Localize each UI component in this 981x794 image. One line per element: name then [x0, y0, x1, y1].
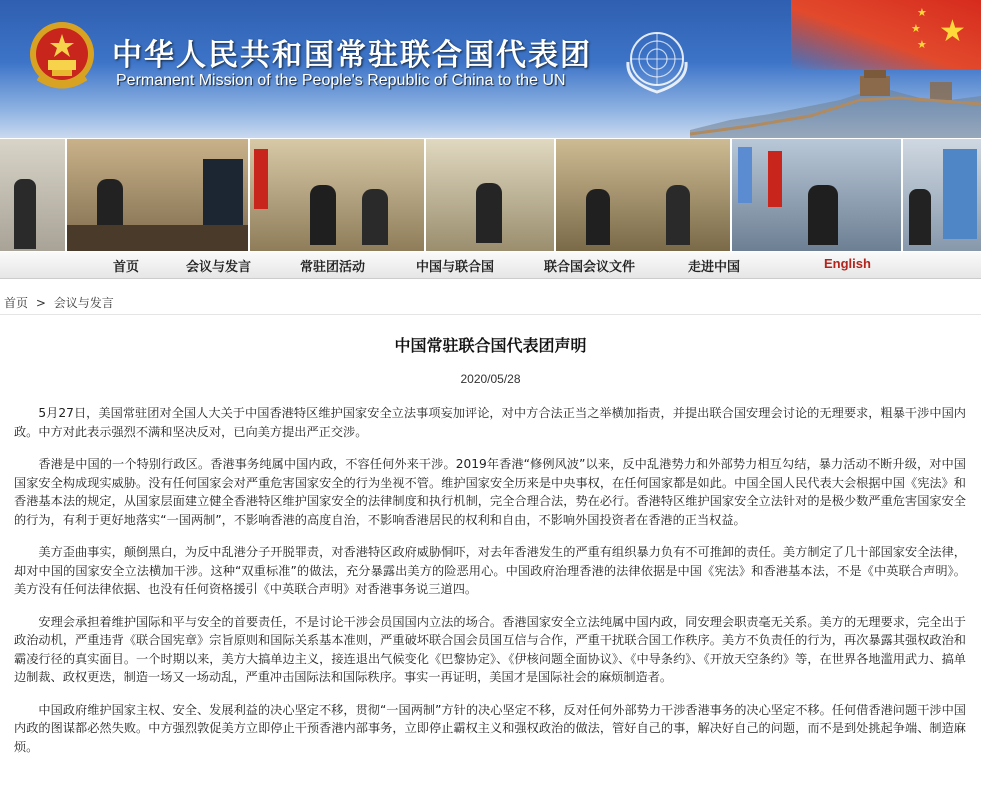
great-wall-illustration	[690, 70, 981, 138]
article-title: 中国常驻联合国代表团声明	[394, 336, 587, 355]
photo-meeting	[0, 139, 65, 251]
photo-strip	[0, 139, 981, 251]
article-paragraph: 中国政府维护国家主权、安全、发展利益的决心坚定不移，贯彻“一国两制”方针的决心坚定不移，反对任何外部势力干涉香港事务的决心坚定不移。任何借香港问题干涉中国内政的图谋都必然失败。中方强烈敦促美方立即停止干预香港内部事务，立即停止霸权主义和强权政治的做法，管好自己的事，解决好自己的问题，而不是到处挑起争端、制造麻烦。	[14, 702, 966, 754]
un-logo-icon	[620, 22, 694, 96]
nav-english[interactable]: English	[824, 256, 871, 271]
site-title-cn: 中华人民共和国常驻联合国代表团	[112, 38, 592, 73]
breadcrumb-current[interactable]: 会议与发言	[53, 296, 114, 310]
article-paragraph: 香港是中国的一个特别行政区。香港事务纯属中国内政，不容任何外来干涉。2019年香港“修例风波”以来，反中乱港势力和外部势力相互勾结，暴力活动不断升级，对中国国家安全构成现实威胁。没有任何国家会对严重危害国家安全的行为坐视不管。维护国家安全历来是中央事权，在任何国家都是如此。中国全国人民代表大会根据中国《宪法》和香港基本法的规定，从国家层面建立健全香港特区维护国家安全的法律制度和执行机制，完全合理合法，势在必行。香港特区维护国家安全立法针对的是极少数严重危害国家安全的行为，有利于更好地落实“一国两制”，不影响香港的高度自治，不影响香港居民的权利和自由，不影响外国投资者在香港的正当权益。	[14, 457, 966, 527]
photo-council-chamber	[732, 139, 901, 251]
main-nav	[0, 252, 981, 279]
breadcrumb-separator: >	[35, 296, 46, 310]
breadcrumb-home[interactable]: 首页	[4, 296, 29, 310]
article-body	[14, 404, 966, 770]
nav-meetings-speeches[interactable]: 会议与发言	[186, 260, 252, 275]
nav-un-documents[interactable]: 联合国会议文件	[544, 260, 636, 275]
site-title-en: Permanent Mission of the People's Republic of China to the UN	[116, 72, 566, 89]
flag-star-icon: ★	[911, 22, 921, 35]
article-paragraph: 安理会承担着维护国际和平与安全的首要责任，不是讨论干涉会员国国内立法的场合。香港国家安全立法纯属中国内政，同安理会职责毫无关系。美方的无理要求，完全出于政治动机，严重违背《联合国宪章》宗旨原则和国际关系基本准则，严重破坏联合国会员国互信与合作，严重干扰联合国工作秩序。美方不负责任的行为，再次暴露其强权政治和霸凌行径的真实面目。一个时期以来，美方大搞单边主义，接连退出气候变化《巴黎协定》、《伊核问题全面协议》、《中导条约》、《开放天空条约》等，在世界各地滥用武力、搞单边制裁、政权更迭，制造一场又一场动乱，严重冲击国际法和国际秩序。事实一再证明，美国才是国际社会的麻烦制造者。	[14, 614, 966, 684]
flag-decoration	[791, 0, 981, 70]
flag-star-icon: ★	[917, 38, 927, 51]
flag-star-icon: ★	[939, 14, 966, 49]
photo-briefing	[426, 139, 553, 251]
nav-china-and-un[interactable]: 中国与联合国	[416, 260, 495, 275]
photo-video-conference	[67, 139, 248, 251]
flag-star-icon: ★	[917, 6, 927, 19]
article-paragraph: 美方歪曲事实，颠倒黑白，为反中乱港分子开脱罪责，对香港特区政府威胁恫吓，对去年香港发生的严重有组织暴力负有不可推卸的责任。美方制定了几十部国家安全法律，却对中国的国家安全立法横加干涉。这种“双重标准”的做法，充分暴露出美方的险恶用心。中国政府治理香港的法律依据是中国《宪法》和香港基本法，不是《中英联合声明》。美方没有任何法律依据、也没有任何资格援引《中英联合声明》对香港事务说三道四。	[14, 545, 966, 596]
site-banner	[0, 0, 981, 138]
photo-un-flag	[903, 139, 981, 251]
article-date: 2020/05/28	[460, 372, 521, 386]
nav-home[interactable]: 首页	[113, 260, 140, 275]
divider	[0, 314, 981, 315]
nav-discover-china[interactable]: 走进中国	[688, 260, 741, 275]
article-paragraph: 5月27日，美国常驻团对全国人大关于中国香港特区维护国家安全立法事项妄加评论，对中方合法正当之举横加指责，并提出联合国安理会讨论的无理要求，粗暴干涉中国内政。中方对此表示强烈不满和坚决反对，已向美方提出严正交涉。	[14, 406, 966, 439]
national-emblem-icon	[28, 20, 96, 92]
nav-mission-activities[interactable]: 常驻团活动	[300, 260, 366, 275]
photo-delegates	[250, 139, 424, 251]
photo-session	[556, 139, 730, 251]
breadcrumb	[4, 294, 114, 311]
